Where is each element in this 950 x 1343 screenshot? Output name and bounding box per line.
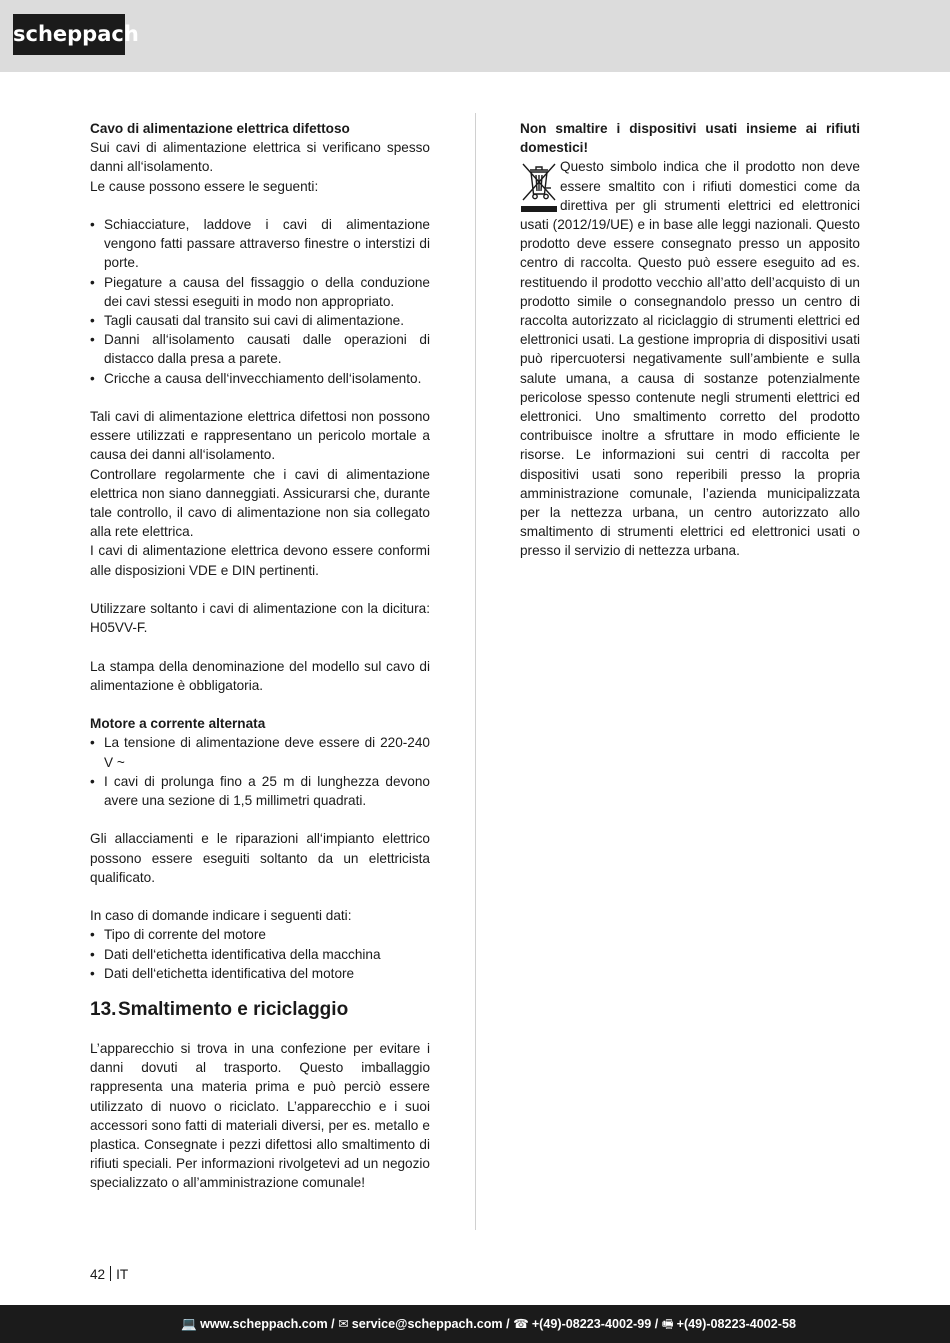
list-item: • Dati dell‘etichetta identificativa della macchina: [90, 945, 430, 964]
page-number-separator: [110, 1266, 111, 1281]
section-heading: [90, 998, 430, 1022]
cable-causes-list: [90, 215, 430, 388]
cable-norms-paragraph: I cavi di alimentazione elettrica devono essere conformi alle disposizioni VDE e DIN pertinenti.: [90, 543, 430, 578]
computer-icon: 💻: [181, 1317, 198, 1331]
left-column: [90, 119, 430, 1193]
motor-list: [90, 733, 430, 810]
list-item: • Piegature a causa del fissaggio o della conduzione dei cavi stessi eseguiti in modo non appropriato.: [90, 273, 430, 311]
crossed-out-wheeled-bin-icon: [520, 160, 558, 214]
list-item: • Tagli causati dal transito sui cavi di alimentazione.: [90, 311, 430, 330]
page-header: [0, 0, 950, 72]
motor-heading: Motore a corrente alternata: [90, 716, 266, 732]
column-divider: [475, 113, 476, 1230]
page-language: IT: [116, 1267, 129, 1282]
cable-print-paragraph: La stampa della denominazione del modello sul cavo di alimentazione è obbligatoria.: [90, 658, 430, 693]
footer-phone[interactable]: +(49)-08223-4002-99: [531, 1317, 652, 1331]
list-item: • Cricche a causa dell‘invecchiamento dell‘isolamento.: [90, 369, 430, 388]
questions-paragraph: In caso di domande indicare i seguenti dati:: [90, 908, 352, 924]
disposal-paragraph: L’apparecchio si trova in una confezione per evitare i danni dovuti al trasporto. Questo imballaggio rappresenta una materia prima e può perciò essere utilizzato di nuovo o riciclato. L’apparecchio e i suoi accessori sono fatti di materiali diversi, per es. metallo e plastica. Consegnate i pezzi difettosi allo smaltimento di rifiuti speciali. Per informazioni rivolgetevi ad un negozio specializzato o all’amministrazione comunale!: [90, 1041, 430, 1191]
email-icon: ✉: [338, 1317, 349, 1331]
cable-danger-paragraph: Tali cavi di alimentazione elettrica difettosi non possono essere utilizzati e rappresentano un pericolo mortale a causa dei danni all‘isolamento.: [90, 409, 430, 463]
cable-type-paragraph: Utilizzare soltanto i cavi di alimentazione con la dicitura: H05VV-F.: [90, 601, 430, 636]
page-footer: [0, 1305, 950, 1343]
fax-icon: 🖷: [661, 1317, 674, 1331]
cable-check-paragraph: Controllare regolarmente che i cavi di alimentazione elettrica non siano danneggiati. Assicurarsi che, durante tale controllo, il cavo di alimentazione non sia collegato alla rete elettrica.: [90, 466, 430, 540]
weee-paragraph: Questo simbolo indica che il prodotto non deve essere smaltito con i rifiuti domestici come da direttiva per gli strumenti elettrici ed elettronici usati (2012/19/UE) e in base alle leggi nazionali. Questo prodotto deve essere consegnato presso un apposito centro di raccolta. Questo può essere eseguito ad es. restituendo il prodotto vecchio all’atto dell’acquisto di un prodotto simile o consegnandolo presso un centro di raccolta autorizzato al riciclaggio di strumenti elettrici ed elettronici usati. La gestione impropria di dispositivi usati può ripercuotersi negativamente sull’ambiente e sulla salute umana, a causa di sostanze potenzialmente pericolose spesso contenute negli strumenti elettrici ed elettronici. Uno smaltimento corretto del prodotto contribuisce inoltre a sfruttare in modo efficiente le risorse. Le informazioni sui centri di raccolta per dispositivi usati sono reperibili presso la propria amministrazione comunale, l’azienda municipalizzata per la nettezza urbana, un centro autorizzato allo smaltimento di strumenti elettrici ed elettronici usati o presso il servizio di nettezza urbana.: [520, 159, 860, 559]
brand-logo[interactable]: scheppach: [13, 14, 125, 55]
footer-email[interactable]: service@scheppach.com: [351, 1317, 503, 1331]
right-column: [520, 119, 860, 561]
list-item: • La tensione di alimentazione deve essere di 220-240 V ~: [90, 733, 430, 771]
page-number-value: 42: [90, 1267, 106, 1282]
weee-heading: Non smaltire i dispositivi usati insieme ai rifiuti domestici!: [520, 121, 860, 156]
section-number: 13.: [90, 999, 117, 1021]
list-item: • Schiacciature, laddove i cavi di alimentazione vengono fatti passare attraverso finestre o interstizi di porte.: [90, 215, 430, 273]
list-item: • Dati dell‘etichetta identificativa del motore: [90, 964, 430, 983]
footer-website[interactable]: www.scheppach.com: [200, 1317, 328, 1331]
list-item: • I cavi di prolunga fino a 25 m di lunghezza devono avere una sezione di 1,5 millimetri quadrati.: [90, 772, 430, 810]
motor-data-list: [90, 925, 430, 983]
page-number: [90, 1265, 128, 1284]
footer-fax: +(49)-08223-4002-58: [676, 1317, 796, 1331]
electrician-paragraph: Gli allacciamenti e le riparazioni all‘impianto elettrico possono essere eseguiti soltanto da un elettricista qualificato.: [90, 831, 430, 885]
cable-intro-text: Sui cavi di alimentazione elettrica si verificano spesso danni all‘isolamento.: [90, 140, 430, 175]
list-item: • Danni all‘isolamento causati dalle operazioni di distacco dalla presa a parete.: [90, 330, 430, 368]
section-title: Smaltimento e riciclaggio: [118, 999, 349, 1021]
cable-heading: Cavo di alimentazione elettrica difettoso: [90, 121, 350, 136]
footer-contacts: 💻 www.scheppach.com / ✉ service@scheppach.com / ☎ +(49)-08223-4002-99 / 🖷 +(49)-08223-4002-58: [181, 1317, 796, 1331]
cable-intro-causes: Le cause possono essere le seguenti:: [90, 178, 319, 194]
phone-icon: ☎: [513, 1317, 529, 1331]
list-item: • Tipo di corrente del motore: [90, 925, 430, 944]
